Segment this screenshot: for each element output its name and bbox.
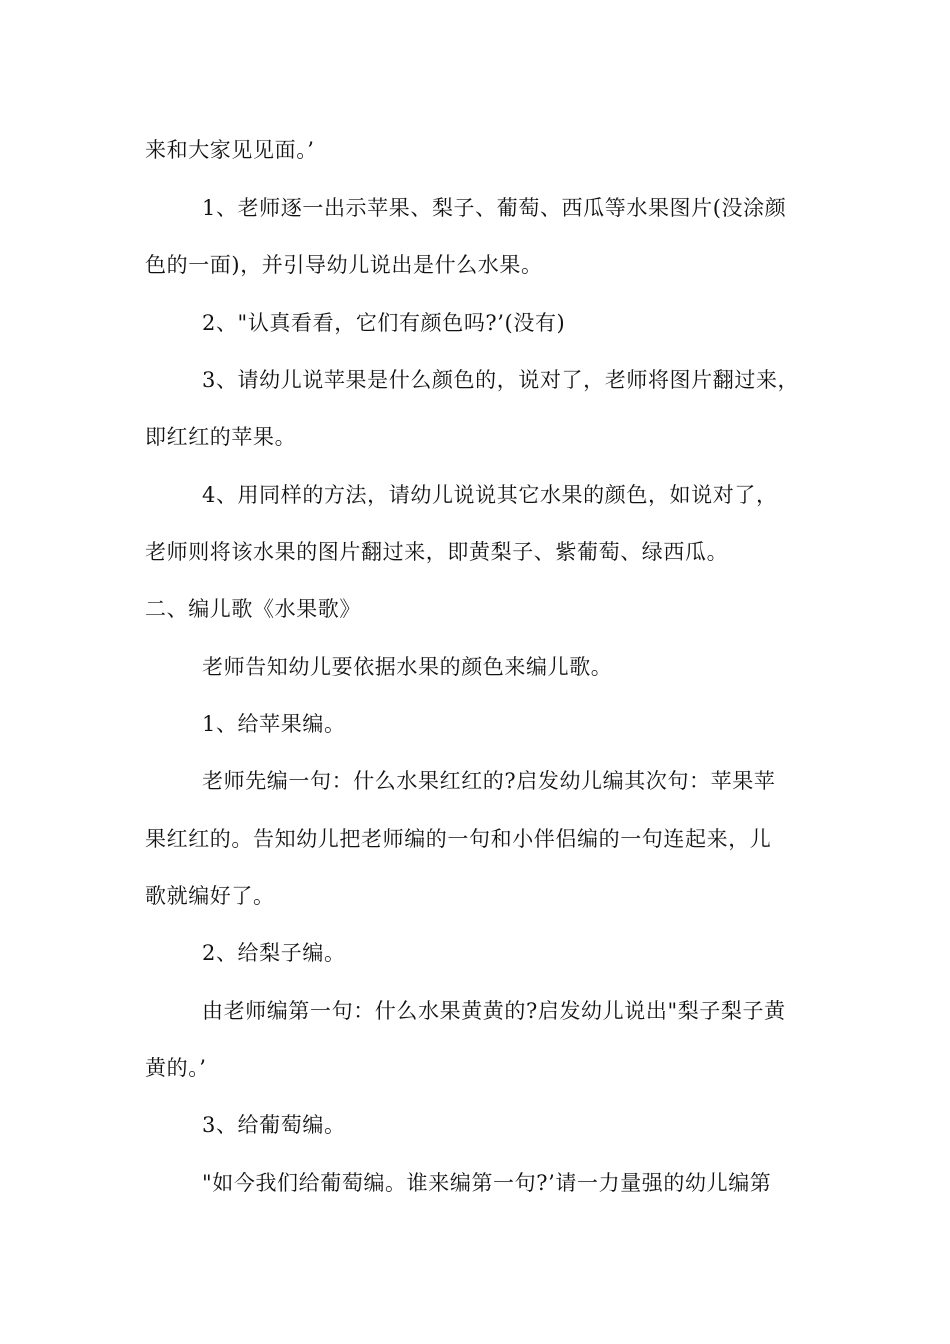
text-line: 来和大家见见面。’ bbox=[145, 138, 315, 162]
text-line: 1、老师逐一出示苹果、梨子、葡萄、西瓜等水果图片(没涂颜 bbox=[202, 196, 787, 220]
text-line: 4、用同样的方法，请幼儿说说其它水果的颜色，如说对了， bbox=[202, 483, 778, 507]
text-line: 黄的。’ bbox=[145, 1056, 207, 1080]
text-line: 3、请幼儿说苹果是什么颜色的，说对了，老师将图片翻过来， bbox=[202, 368, 800, 392]
text-line: 老师告知幼儿要依据水果的颜色来编儿歌。 bbox=[202, 655, 613, 679]
text-line: 歌就编好了。 bbox=[145, 884, 275, 908]
text-line: "如今我们给葡萄编。谁来编第一句?’请一力量强的幼儿编第 bbox=[202, 1171, 772, 1195]
text-line: 3、给葡萄编。 bbox=[202, 1113, 346, 1137]
section-heading: 二、编儿歌《水果歌》 bbox=[145, 597, 361, 621]
text-line: 2、"认真看看，它们有颜色吗?’(没有) bbox=[202, 311, 566, 335]
text-line: 老师则将该水果的图片翻过来，即黄梨子、紫葡萄、绿西瓜。 bbox=[145, 540, 729, 564]
text-line: 果红红的。告知幼儿把老师编的一句和小伴侣编的一句连起来，儿 bbox=[145, 827, 772, 851]
text-line: 即红红的苹果。 bbox=[145, 425, 297, 449]
text-line: 由老师编第一句：什么水果黄黄的?启发幼儿说出"梨子梨子黄 bbox=[202, 999, 786, 1023]
text-line: 老师先编一句：什么水果红红的?启发幼儿编其次句：苹果苹 bbox=[202, 769, 776, 793]
text-line: 2、给梨子编。 bbox=[202, 941, 346, 965]
text-line: 1、给苹果编。 bbox=[202, 712, 346, 736]
text-line: 色的一面)，并引导幼儿说出是什么水果。 bbox=[145, 253, 543, 277]
